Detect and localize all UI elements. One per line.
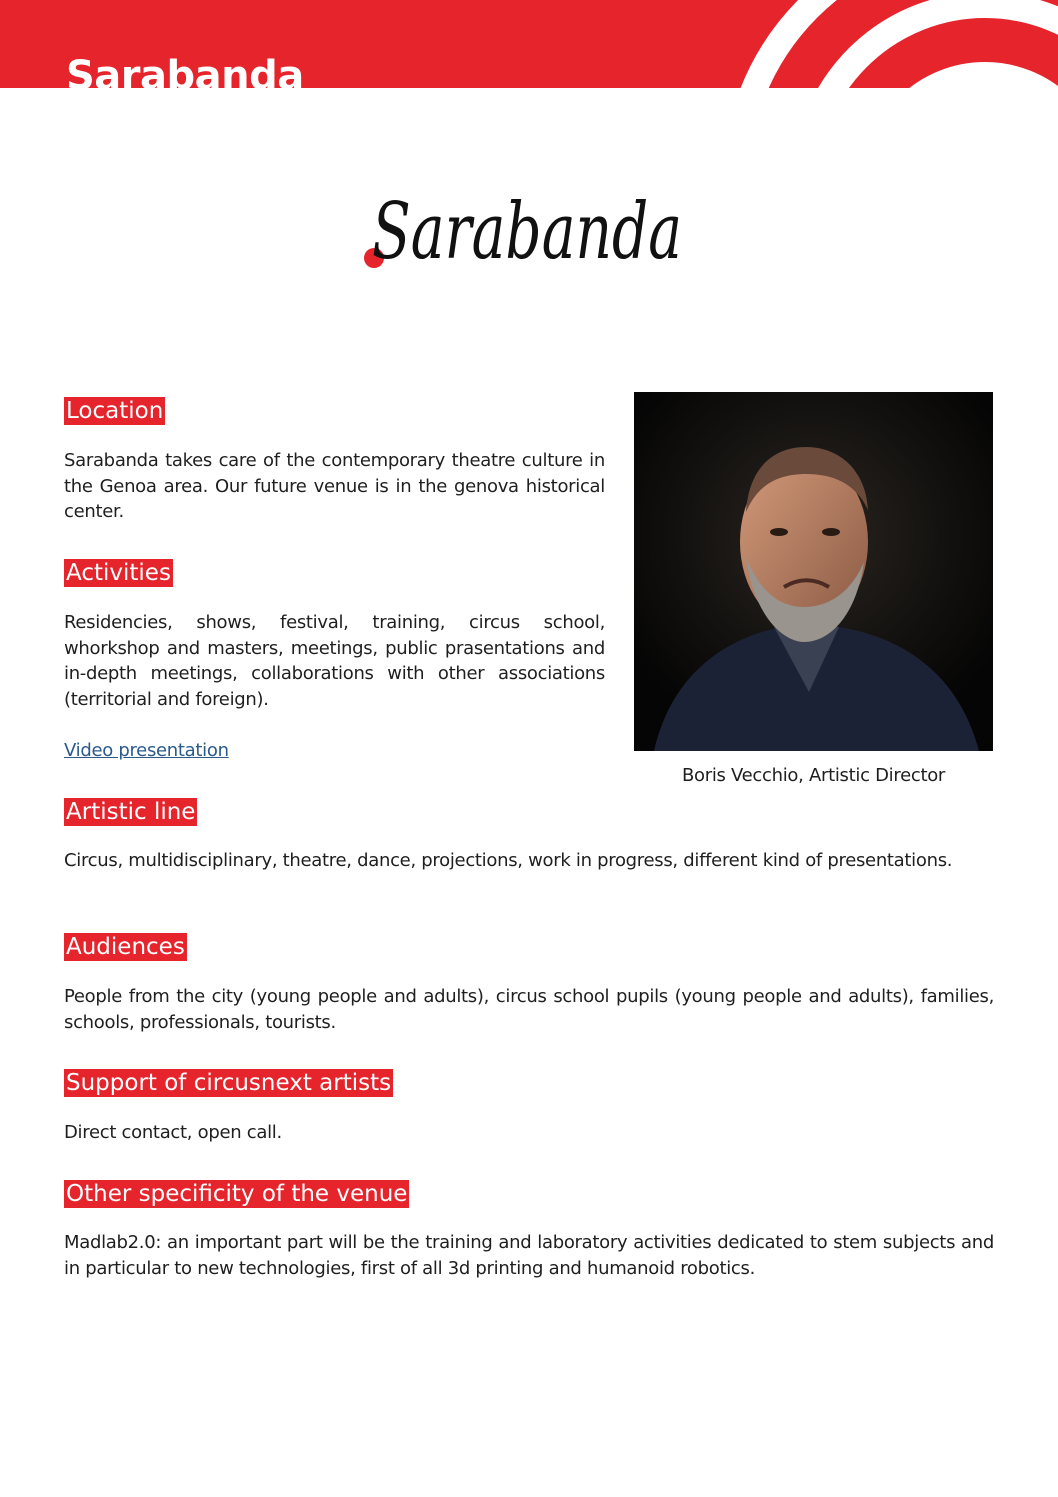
artistic-line-text: Circus, multidisciplinary, theatre, dance, projections, work in progress, different kind of presentations. <box>64 850 953 871</box>
other-specificity-text: Madlab2.0: an important part will be the training and laboratory activities dedicated to stem subjects and in particular to new technologies, first of all 3d printing and humanoid robotics. <box>64 1232 994 1279</box>
activities-text: Residencies, shows, festival, training, circus school, whorkshop and masters, meetings, public prasentations and in-depth meetings, collaborations with other associations (territorial and foreign). <box>64 612 605 710</box>
location-heading: Location <box>66 398 164 424</box>
artistic-director-photo <box>634 392 993 751</box>
other-specificity-heading: Other specificity of the venue <box>66 1181 408 1207</box>
audiences-heading: Audiences <box>66 934 185 960</box>
header-banner <box>0 0 1058 99</box>
artistic-line-heading: Artistic line <box>66 799 196 825</box>
audiences-text: People from the city (young people and adults), circus school pupils (young people and adults), families, schools, professionals, tourists. <box>64 986 994 1033</box>
video-presentation-link[interactable]: Video presentation <box>64 740 229 761</box>
svg-text:Sarabanda: Sarabanda <box>372 187 682 277</box>
support-heading: Support of circusnext artists <box>66 1070 392 1096</box>
page-title: Sarabanda <box>66 53 304 99</box>
support-text: Direct contact, open call. <box>64 1122 282 1143</box>
activities-heading: Activities <box>66 560 171 586</box>
photo-caption: Boris Vecchio, Artistic Director <box>681 765 946 786</box>
location-text: Sarabanda takes care of the contemporary theatre culture in the Genoa area. Our future venue is in the genova historical center. <box>64 450 605 522</box>
sarabanda-logo <box>360 170 690 280</box>
